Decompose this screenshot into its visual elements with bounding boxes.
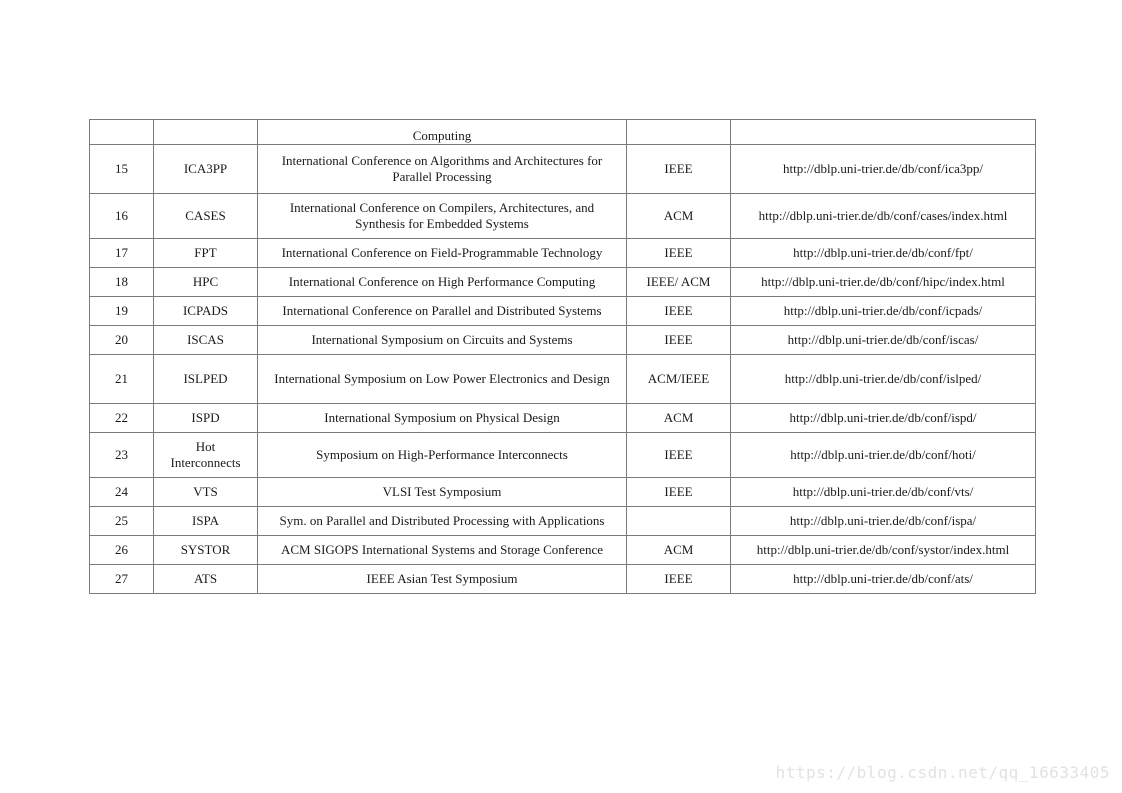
- table-row: [90, 194, 1036, 239]
- table-row: [90, 478, 1036, 507]
- cell-conference-name: International Conference on Parallel and Distributed Systems: [258, 297, 627, 326]
- cell-number: 17: [90, 239, 154, 268]
- cell-number: 23: [90, 433, 154, 478]
- cell-number: 19: [90, 297, 154, 326]
- cell-number: 25: [90, 507, 154, 536]
- cell-number: 21: [90, 355, 154, 404]
- cell-url: http://dblp.uni-trier.de/db/conf/icpads/: [731, 297, 1036, 326]
- cell-publisher: IEEE: [627, 239, 731, 268]
- cell-abbreviation: ATS: [154, 565, 258, 594]
- cell-publisher: IEEE: [627, 478, 731, 507]
- table-row: [90, 120, 1036, 145]
- cell-abbreviation: ISPA: [154, 507, 258, 536]
- cell-conference-name: International Conference on Compilers, Architectures, and Synthesis for Embedded Systems: [258, 194, 627, 239]
- cell-url: http://dblp.uni-trier.de/db/conf/ats/: [731, 565, 1036, 594]
- table-row: [90, 268, 1036, 297]
- cell-abbreviation: ICA3PP: [154, 145, 258, 194]
- cell-url: http://dblp.uni-trier.de/db/conf/ispa/: [731, 507, 1036, 536]
- cell-conference-name: IEEE Asian Test Symposium: [258, 565, 627, 594]
- cell-number: 27: [90, 565, 154, 594]
- cell-publisher: ACM/IEEE: [627, 355, 731, 404]
- table-row: [90, 433, 1036, 478]
- cell-publisher: IEEE: [627, 297, 731, 326]
- cell-conference-name: International Symposium on Physical Design: [258, 404, 627, 433]
- cell-publisher: IEEE: [627, 433, 731, 478]
- cell-number: [90, 120, 154, 145]
- cell-abbreviation: ISCAS: [154, 326, 258, 355]
- cell-abbreviation: CASES: [154, 194, 258, 239]
- table-row: [90, 326, 1036, 355]
- cell-conference-name: International Conference on High Performance Computing: [258, 268, 627, 297]
- table-row: [90, 404, 1036, 433]
- cell-publisher: ACM: [627, 194, 731, 239]
- cell-url: http://dblp.uni-trier.de/db/conf/systor/index.html: [731, 536, 1036, 565]
- cell-url: http://dblp.uni-trier.de/db/conf/hipc/index.html: [731, 268, 1036, 297]
- cell-abbreviation: SYSTOR: [154, 536, 258, 565]
- table-row: [90, 565, 1036, 594]
- cell-url: http://dblp.uni-trier.de/db/conf/ispd/: [731, 404, 1036, 433]
- cell-conference-name: ACM SIGOPS International Systems and Storage Conference: [258, 536, 627, 565]
- cell-number: 18: [90, 268, 154, 297]
- cell-url: http://dblp.uni-trier.de/db/conf/islped/: [731, 355, 1036, 404]
- cell-abbreviation: VTS: [154, 478, 258, 507]
- cell-number: 20: [90, 326, 154, 355]
- cell-url: http://dblp.uni-trier.de/db/conf/iscas/: [731, 326, 1036, 355]
- cell-abbreviation: HPC: [154, 268, 258, 297]
- cell-abbreviation: Hot Interconnects: [154, 433, 258, 478]
- cell-abbreviation: ISLPED: [154, 355, 258, 404]
- cell-conference-name: Sym. on Parallel and Distributed Processing with Applications: [258, 507, 627, 536]
- cell-publisher: IEEE: [627, 565, 731, 594]
- cell-publisher: ACM: [627, 536, 731, 565]
- cell-abbreviation: [154, 120, 258, 145]
- cell-number: 15: [90, 145, 154, 194]
- cell-abbreviation: ICPADS: [154, 297, 258, 326]
- watermark: https://blog.csdn.net/qq_16633405: [775, 763, 1110, 782]
- cell-publisher: IEEE: [627, 145, 731, 194]
- cell-conference-name: International Symposium on Low Power Electronics and Design: [258, 355, 627, 404]
- cell-url: http://dblp.uni-trier.de/db/conf/ica3pp/: [731, 145, 1036, 194]
- cell-abbreviation: ISPD: [154, 404, 258, 433]
- cell-number: 26: [90, 536, 154, 565]
- cell-url: http://dblp.uni-trier.de/db/conf/vts/: [731, 478, 1036, 507]
- table-row: [90, 297, 1036, 326]
- cell-conference-name: International Conference on Algorithms and Architectures for Parallel Processing: [258, 145, 627, 194]
- table-row: [90, 239, 1036, 268]
- conference-table: [89, 119, 1036, 594]
- cell-publisher: IEEE/ ACM: [627, 268, 731, 297]
- cell-abbreviation: FPT: [154, 239, 258, 268]
- cell-conference-name: International Conference on Field-Programmable Technology: [258, 239, 627, 268]
- cell-publisher: ACM: [627, 404, 731, 433]
- cell-conference-name: Computing: [258, 120, 627, 145]
- table-row: [90, 536, 1036, 565]
- cell-publisher: [627, 507, 731, 536]
- cell-number: 22: [90, 404, 154, 433]
- table-row: [90, 145, 1036, 194]
- cell-url: [731, 120, 1036, 145]
- cell-conference-name: International Symposium on Circuits and Systems: [258, 326, 627, 355]
- cell-conference-name: VLSI Test Symposium: [258, 478, 627, 507]
- cell-url: http://dblp.uni-trier.de/db/conf/fpt/: [731, 239, 1036, 268]
- table-row: [90, 507, 1036, 536]
- cell-number: 16: [90, 194, 154, 239]
- cell-url: http://dblp.uni-trier.de/db/conf/cases/index.html: [731, 194, 1036, 239]
- cell-publisher: [627, 120, 731, 145]
- cell-publisher: IEEE: [627, 326, 731, 355]
- cell-url: http://dblp.uni-trier.de/db/conf/hoti/: [731, 433, 1036, 478]
- cell-conference-name: Symposium on High-Performance Interconnects: [258, 433, 627, 478]
- cell-number: 24: [90, 478, 154, 507]
- table-row: [90, 355, 1036, 404]
